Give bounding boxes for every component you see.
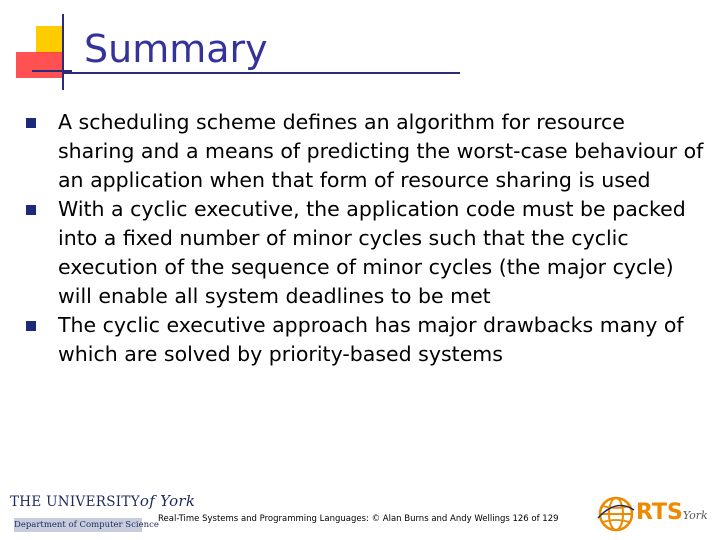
bullet-square-icon (26, 118, 36, 128)
bullet-item (26, 311, 706, 369)
bullet-list (26, 108, 706, 369)
bullet-item (26, 108, 706, 195)
bullet-square-icon (26, 321, 36, 331)
university-of-york-logo (10, 488, 196, 534)
slide-title: Summary (84, 27, 268, 71)
bullet-text: The cyclic executive approach has major drawbacks many of which are solved by priority-based systems (58, 313, 684, 366)
title-underline (64, 72, 460, 74)
bullet-text: With a cyclic executive, the application code must be packed into a fixed number of minor cycles such that the cyclic execution of the sequence of minor cycles (the major cycle) will enable all system deadlines to be met (58, 197, 686, 308)
ornament-yellow-square (36, 26, 63, 53)
footer-citation: Real-Time Systems and Programming Languages: © Alan Burns and Andy Wellings 126 of 129 (158, 514, 559, 524)
ornament-red-block (16, 52, 62, 78)
bullet-text: A scheduling scheme defines an algorithm for resource sharing and a means of predicting the worst-case behaviour of an application when that form of resource sharing is used (58, 110, 704, 192)
globe-icon (596, 494, 636, 534)
rts-wordmark: RTSYork (636, 500, 708, 525)
ornament-vertical-line (62, 14, 64, 90)
university-name: THE UNIVERSITYof York (10, 492, 196, 510)
rts-york-logo (596, 494, 714, 536)
bullet-item (26, 195, 706, 311)
bullet-square-icon (26, 205, 36, 215)
department-name: Department of Computer Science (14, 520, 159, 530)
